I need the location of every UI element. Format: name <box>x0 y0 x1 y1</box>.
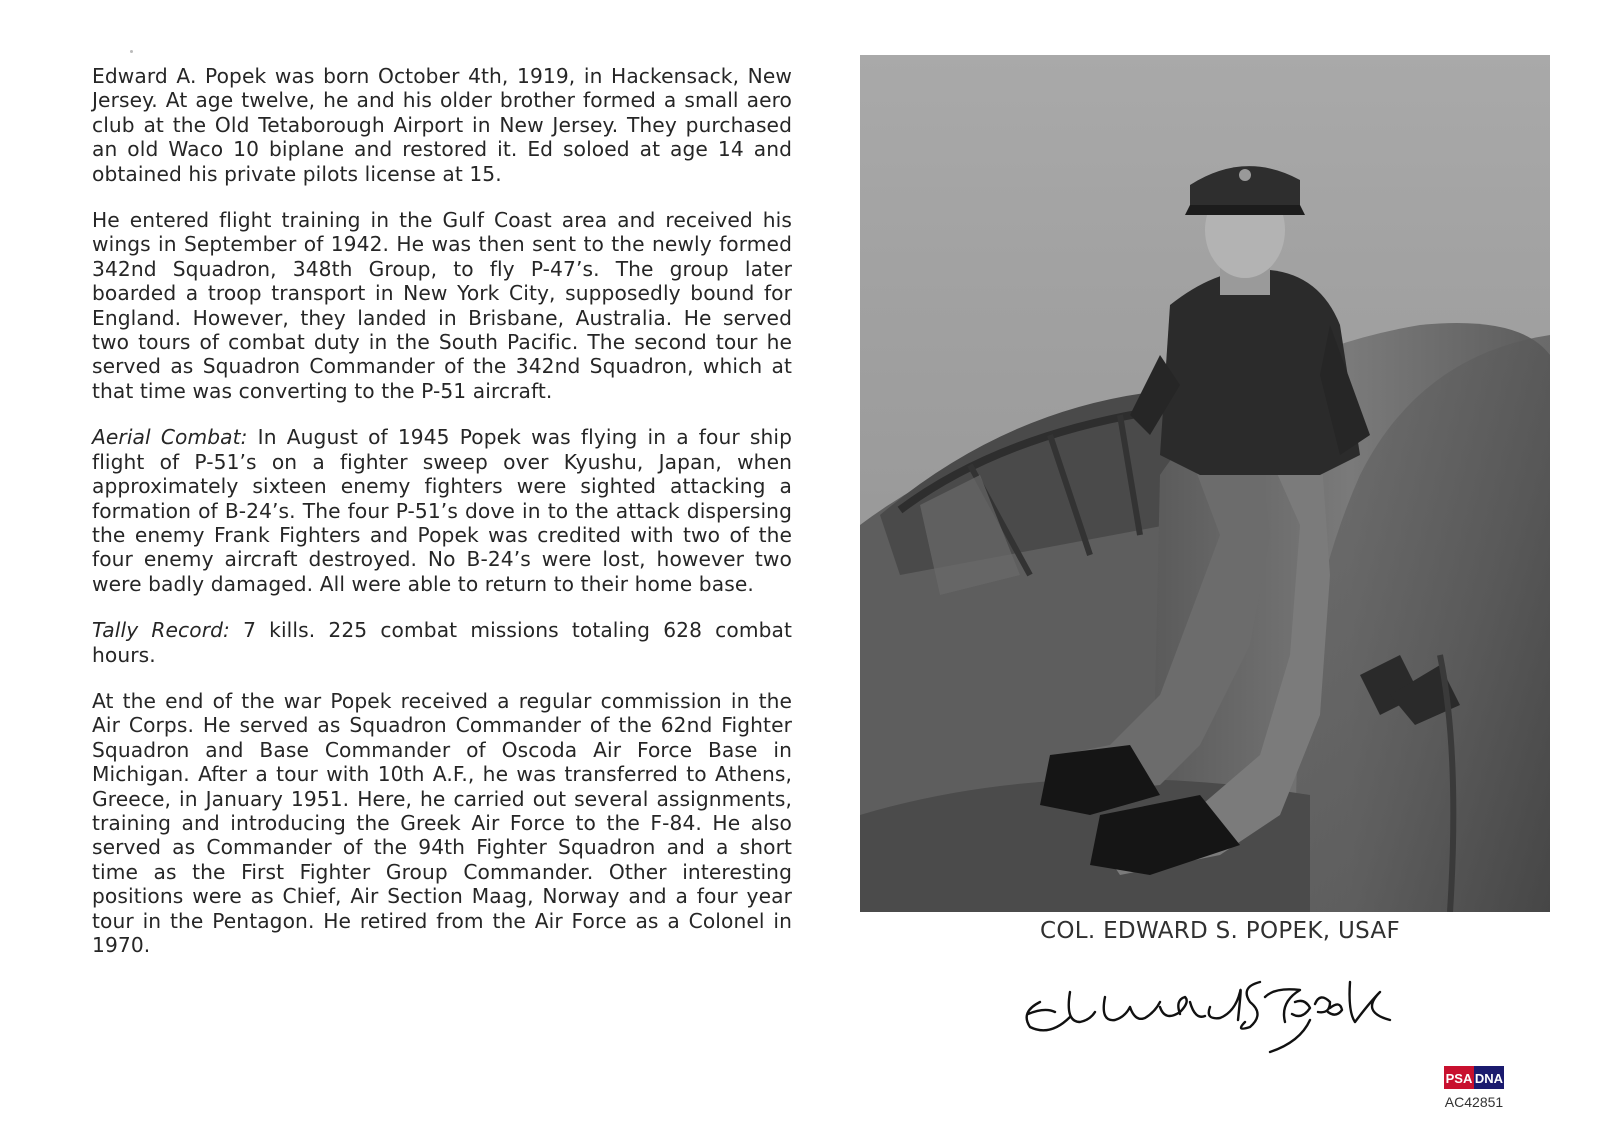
psa-dna-logo <box>1444 1066 1504 1089</box>
svg-text:DNA: DNA <box>1474 1071 1504 1086</box>
tally-record-label: Tally Record: <box>92 618 230 643</box>
scan-speck <box>130 50 133 53</box>
bio-paragraph-training: He entered flight training in the Gulf Coast area and received his wings in September of 1942. He was then sent to the newly formed 342nd Squadron, 348th Group, to fly P-47’s. The group later boarded a troop transport in New York City, supposedly bound for England. However, they landed in Brisbane, Australia. He served two tours of combat duty in the South Pacific. The second tour he served as Squadron Commander of the 342nd Squadron, which at that time was converting to the P-51 aircraft. <box>92 208 792 403</box>
certification-number: AC42851 <box>1444 1094 1504 1110</box>
tally-record-text: 7 kills. 225 combat missions totaling 628 combat hours. <box>92 618 792 667</box>
aerial-combat-text: In August of 1945 Popek was flying in a four ship flight of P-51’s on a fighter sweep over Kyushu, Japan, when approximately sixteen enemy fighters were sighted attacking a formation of B-24’s. The four P-51’s dove in to the attack dispersing the enemy Frank Fighters and Popek was credited with two of the four enemy aircraft destroyed. No B-24’s were lost, however two were badly damaged. All were able to return to their home base. <box>92 425 792 596</box>
autograph-signature <box>1010 942 1410 1062</box>
bio-paragraph-birth: Edward A. Popek was born October 4th, 1919, in Hackensack, New Jersey. At age twelve, he and his older brother formed a small aero club at the Old Tetaborough Airport in New Jersey. They purchased an old Waco 10 biplane and restored it. Ed soloed at age 14 and obtained his private pilots license at 15. <box>92 64 792 186</box>
pilot-photo <box>860 55 1550 912</box>
biography-text <box>92 64 792 979</box>
svg-text:PSA: PSA <box>1445 1071 1473 1086</box>
photo-caption: COL. EDWARD S. POPEK, USAF <box>1040 918 1400 944</box>
bio-paragraph-postwar: At the end of the war Popek received a regular commission in the Air Corps. He served as Squadron Commander of the 62nd Fighter Squadron and Base Commander of Oscoda Air Force Base in Michigan. After a tour with 10th A.F., he was transferred to Athens, Greece, in January 1951. Here, he carried out several assignments, training and introducing the Greek Air Force to the F-84. He also served as Commander of the 94th Fighter Squadron and a short time as the First Fighter Group Commander. Other interesting positions were as Chief, Air Section Maag, Norway and a four year tour in the Pentagon. He retired from the Air Force as a Colonel in 1970. <box>92 688 792 957</box>
bio-paragraph-tally-record <box>92 618 792 667</box>
bio-paragraph-aerial-combat <box>92 425 792 596</box>
aerial-combat-label: Aerial Combat: <box>92 425 248 450</box>
pilot-on-aircraft-photo-icon <box>860 55 1550 912</box>
